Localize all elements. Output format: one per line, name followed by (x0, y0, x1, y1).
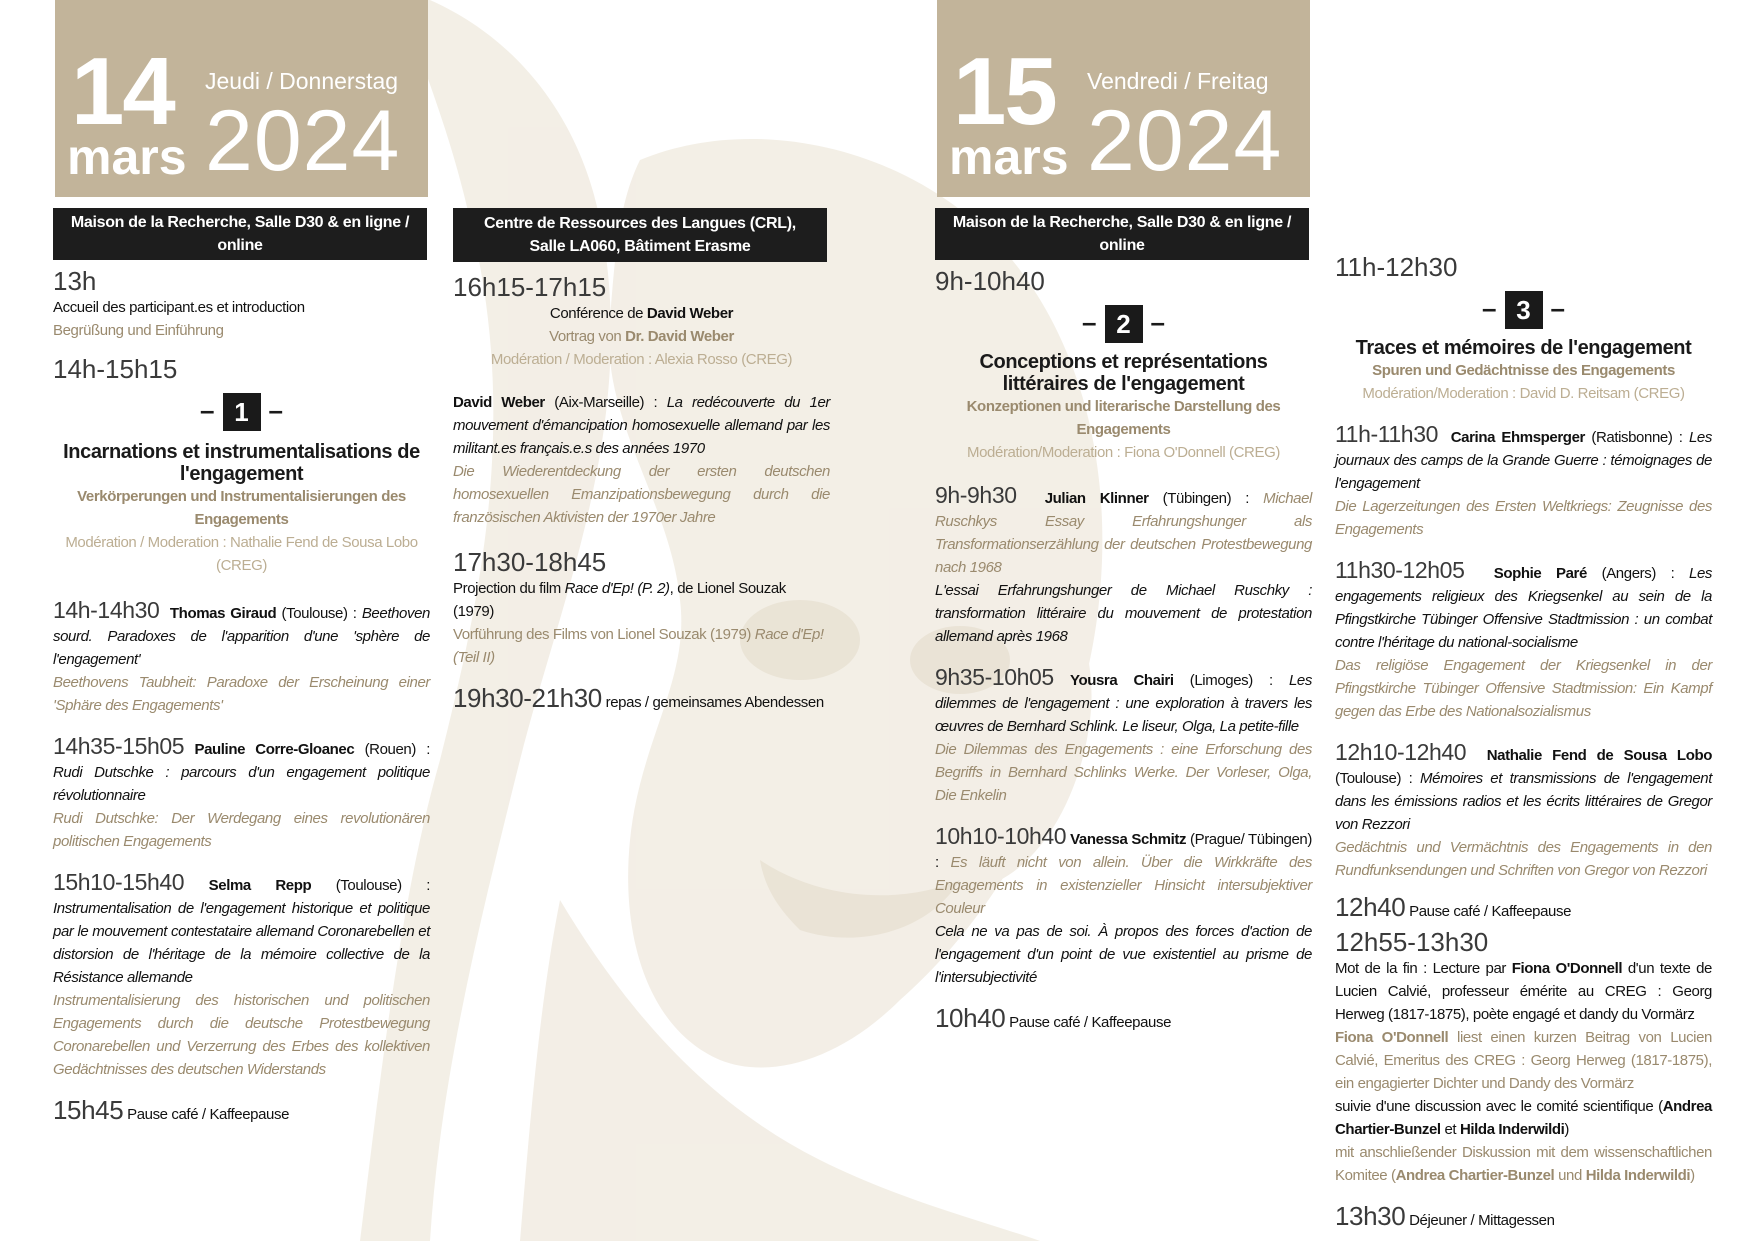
film-label: Vorführung des Films von Lionel Souzak (1979) (453, 626, 752, 643)
time-slot: 16h15-17h15 (453, 272, 607, 302)
speaker-place: (Prague/ Tübingen) : (935, 831, 1312, 872)
talk-title-fr: Mémoires et transmissions de l'engagement dans les émissions radios et les écrits littéraires de Gregor von Rezzori (1335, 770, 1712, 834)
closing-label: Mot de la fin : Lecture par (1335, 960, 1507, 978)
date-weekday: Jeudi / Donnerstag (205, 68, 399, 94)
closing-de (1335, 1026, 1712, 1095)
dinner-item (453, 683, 830, 714)
time-slot: 12h55-13h30 (1335, 927, 1489, 958)
talk-time: 12h10-12h40 (1335, 739, 1467, 766)
speaker-place: (Aix-Marseille) : (554, 394, 658, 411)
reader-name: Fiona O'Donnell (1335, 1029, 1449, 1047)
date-year: 2024 (1087, 93, 1283, 189)
speaker-name: Yousra Chairi (1069, 672, 1174, 690)
conference-de (453, 325, 830, 348)
conference-label: Vortrag von (549, 328, 622, 345)
talk-time: 11h30-12h05 (1335, 557, 1465, 584)
pause-label: Pause café / Kaffeepause (1409, 903, 1572, 921)
date-month: mars (67, 129, 187, 185)
talk-item (53, 731, 430, 853)
session-subtitle: Spuren und Gedächtnisse des Engagements (1372, 362, 1675, 380)
column-day2-session2 (935, 208, 1312, 1034)
talk-title-de: Es läuft nicht von allein. Über die Wirkkräfte des Engagements in existenzieller Hinsicht intersubjektiver Couleur (935, 854, 1312, 918)
session-number-box: 2 (1105, 305, 1143, 343)
talk-time: 9h35-10h05 (935, 664, 1054, 691)
speaker-place: (Toulouse) : (281, 605, 357, 623)
conference-moderation: Modération / Moderation : Alexia Rosso (CREG) (490, 351, 793, 368)
talk-title-de: Michael Ruschkys Essay Erfahrungshunger als Transformationserzählung der deutschen Protestbewegung nach 1968 (935, 490, 1312, 577)
talk-title-de: Rudi Dutschke: Der Werdegang eines revolutionären politischen Engagements (53, 810, 430, 851)
speaker-place: (Limoges) : (1189, 672, 1273, 690)
conference-fr (453, 302, 830, 325)
film-credit: , de Lionel Souzak (1979) (453, 580, 786, 620)
paren: ) (1564, 1121, 1570, 1139)
film-de (453, 623, 830, 669)
speaker-place: (Angers) : (1601, 565, 1675, 583)
location-banner: Maison de la Recherche, Salle D30 & en ligne / online (53, 208, 427, 260)
talk-time: 15h10-15h40 (53, 869, 185, 896)
speaker-name: Sophie Paré (1493, 565, 1587, 583)
pause-time: 12h40 (1335, 892, 1406, 923)
talk-title-fr: Les engagements religieux des Kriegsenkel au sein de la Pfingstkirche Tübinger Offensive Stadtmission : un combat contre l'héritage du national-socialisme (1335, 565, 1712, 652)
date-weekday: Vendredi / Freitag (1087, 68, 1269, 94)
pause-time: 15h45 (53, 1095, 124, 1126)
speaker-place: (Toulouse) : (1335, 770, 1413, 788)
session-moderation: Modération/Moderation : Fiona O'Donnell (CREG) (967, 444, 1280, 462)
date-box-day2 (937, 0, 1310, 197)
talk-item (935, 480, 1312, 648)
session-title: Conceptions et représentations littéraires de l'engagement (979, 351, 1268, 396)
conference-speaker: David Weber (646, 305, 734, 322)
session-moderation: Modération/Moderation : David D. Reitsam (CREG) (1362, 385, 1685, 403)
talk-title-de: Gedächtnis und Vermächtnis des Engagements in den Rundfunksendungen und Schriften von Gregor von Rezzori (1335, 839, 1712, 880)
column-day2-session3 (1335, 247, 1712, 1232)
closing-fr (1335, 957, 1712, 1026)
session-number: – 3 – (1335, 288, 1712, 329)
session-subtitle: Verkörperungen und Instrumentalisierungen des Engagements (77, 488, 406, 529)
time-slot: 11h-12h30 (1335, 252, 1458, 282)
location-banner: Maison de la Recherche, Salle D30 & en ligne / online (935, 208, 1309, 260)
session-number-box: 3 (1505, 291, 1543, 329)
talk-title-de: Instrumentalisierung des historischen und politischen Engagements durch die deutsche Protestbewegung Coronarebellen und Verzerrung des Erbes des kollektiven Gedächtnisses des deutschen Widerstands (53, 992, 430, 1079)
talk-item (1335, 419, 1712, 541)
speaker-name: Carina Ehmsperger (1450, 429, 1585, 447)
talk-time: 9h-9h30 (935, 482, 1017, 509)
pause-label: Pause café / Kaffeepause (1009, 1014, 1172, 1032)
talk-title-fr: L'essai Erfahrungshunger de Michael Ruschky : transformation littéraire du mouvement de protestation allemand après 1968 (935, 582, 1312, 646)
talk-item (935, 662, 1312, 807)
speaker-name: David Weber (453, 394, 545, 411)
conference-speaker: Dr. David Weber (625, 328, 734, 345)
pause-item (53, 1095, 430, 1126)
time-slot: 17h30-18h45 (453, 547, 607, 577)
committee-member: Andrea Chartier-Bunzel (1335, 1098, 1712, 1139)
closing-text: liest einen kurzen Beitrag von Lucien Calvié, Emeritus des CREG : Georg Herweg (1817-1875), ein engagierter Dichter und Dandy des Vormärz (1335, 1029, 1712, 1093)
talk-time: 11h-11h30 (1335, 421, 1438, 448)
paren: ) (1690, 1167, 1695, 1185)
talk-item (935, 821, 1312, 989)
reader-name: Fiona O'Donnell (1511, 960, 1623, 978)
talk-title-fr: Les journaux des camps de la Grande Guerre : témoignages de l'engagement (1335, 429, 1712, 493)
talk-item (53, 595, 430, 717)
committee-member: Hilda Inderwildi (1459, 1121, 1565, 1139)
pause-item (935, 1003, 1312, 1034)
talk-title-fr: La redécouverte du 1er mouvement d'émancipation homosexuelle allemand par les militant.es français.e.s des années 1970 (453, 394, 830, 457)
film-fr (453, 577, 830, 623)
talk-title-de: Beethovens Taubheit: Paradoxe der Erscheinung einer 'Sphäre des Engagements' (53, 674, 430, 715)
speaker-place: (Rouen) : (364, 741, 430, 759)
discussion-de (1335, 1141, 1712, 1187)
speaker-place: (Toulouse) : (335, 877, 430, 895)
film-label: Projection du film (453, 580, 561, 597)
discussion-text: mit anschließender Diskussion mit dem wissenschaftlichen Komitee ( (1335, 1144, 1712, 1185)
speaker-name: Nathalie Fend de Sousa Lobo (1486, 747, 1712, 765)
talk-title-fr: Cela ne va pas de soi. À propos des forces d'action de l'engagement d'un point de vue existentiel au prisme de l'intersubjectivité (935, 923, 1312, 987)
session-title: Traces et mémoires de l'engagement (1355, 337, 1692, 360)
speaker-place: (Ratisbonne) : (1591, 429, 1683, 447)
speaker-name: Thomas Giraud (169, 605, 277, 623)
discussion-text: suivie d'une discussion avec le comité scientifique ( (1335, 1098, 1663, 1116)
talk-time: 14h35-15h05 (53, 733, 185, 760)
column-day1-afternoon (453, 208, 830, 714)
pause-item (1335, 892, 1712, 923)
speaker-name: Selma Repp (208, 877, 312, 895)
conjunction: et (1444, 1121, 1457, 1139)
speaker-place: (Tübingen) : (1162, 490, 1250, 508)
location-banner: Centre de Ressources des Langues (CRL), Salle LA060, Bâtiment Erasme (453, 208, 827, 262)
talk-title-de: Die Dilemmas des Engagements : eine Erforschung des Begriffs in Bernhard Schlinks Werke. Der Vorleser, Olga, Die Enkelin (935, 741, 1312, 805)
talk-title-fr: Les dilemmes de l'engagement : une exploration à travers les œuvres de Bernhard Schlink. Le liseur, Olga, La petite-fille (935, 672, 1312, 736)
conference-abstract (453, 391, 830, 529)
talk-item (53, 867, 430, 1081)
time-slot: 13h (53, 266, 97, 296)
time-slot: 9h-10h40 (935, 266, 1045, 296)
time-slot: 14h-15h15 (53, 354, 178, 384)
lunch-label: Déjeuner / Mittagessen (1409, 1212, 1555, 1230)
date-day-number: 15 (953, 38, 1056, 145)
date-year: 2024 (205, 93, 401, 189)
dinner-time: 19h30-21h30 (453, 683, 602, 713)
pause-label: Pause café / Kaffeepause (127, 1106, 290, 1124)
session-number: – 1 – (53, 390, 430, 431)
talk-item (1335, 555, 1712, 723)
committee-member: Hilda Inderwildi (1585, 1167, 1691, 1185)
session-number-box: 1 (223, 393, 261, 431)
lunch-item (1335, 1201, 1712, 1232)
date-box-day1 (55, 0, 428, 197)
lunch-time: 13h30 (1335, 1201, 1406, 1232)
conjunction: und (1558, 1167, 1582, 1185)
discussion-fr (1335, 1095, 1712, 1141)
talk-time: 14h-14h30 (53, 597, 160, 624)
date-month: mars (949, 129, 1069, 185)
talk-time: 10h10-10h40 (935, 823, 1067, 850)
closing-text: d'un texte de Lucien Calvié, professeur émérite au CREG : Georg Herweg (1817-1875), poète engagé et dandy du Vormärz (1335, 960, 1712, 1024)
speaker-name: Pauline Corre-Gloanec (194, 741, 355, 759)
speaker-name: Julian Klinner (1044, 490, 1149, 508)
film-title: Race d'Ep! (Teil II) (453, 626, 824, 666)
film-title: Race d'Ep! (P. 2) (564, 580, 670, 597)
talk-title-fr: Instrumentalisation de l'engagement historique et politique par le mouvement contestataire allemand Coronarebellen et distorsion de l'héritage de la mémoire collective de la Résistance allemande (53, 900, 430, 987)
talk-title-de: Das religiöse Engagement der Kriegsenkel in der Pfingstkirche Tübinger Offensive Stadtmission: Ein Kampf gegen das Erbe des Nationalsozialismus (1335, 657, 1712, 721)
session-subtitle: Konzeptionen und literarische Darstellung des Engagements (966, 398, 1281, 439)
committee-member: Andrea Chartier-Bunzel (1395, 1167, 1555, 1185)
session-number: – 2 – (935, 302, 1312, 343)
welcome-fr: Accueil des participant.es et introduction (53, 299, 305, 316)
date-day-number: 14 (71, 38, 174, 145)
dinner-label: repas / gemeinsames Abendessen (605, 694, 824, 711)
session-moderation: Modération / Moderation : Nathalie Fend de Sousa Lobo (CREG) (65, 534, 418, 575)
column-day1-morning (53, 208, 430, 1126)
talk-title-fr: Rudi Dutschke : parcours d'un engagement politique révolutionnaire (53, 764, 430, 805)
speaker-name: Vanessa Schmitz (1070, 831, 1187, 849)
talk-title-de: Die Lagerzeitungen des Ersten Weltkriegs: Zeugnisse des Engagements (1335, 498, 1712, 539)
welcome-de: Begrüßung und Einführung (53, 322, 224, 339)
pause-time: 10h40 (935, 1003, 1006, 1034)
talk-title-de: Die Wiederentdeckung der ersten deutschen homosexuellen Emanzipationsbewegung durch die französischen Aktivisten der 1970er Jahre (453, 463, 830, 526)
talk-item (1335, 737, 1712, 882)
conference-label: Conférence de (549, 305, 644, 322)
talk-title-fr: Beethoven sourd. Paradoxes de l'apparition d'une 'sphère de l'engagement' (53, 605, 430, 669)
session-title: Incarnations et instrumentalisations de l'engagement (63, 441, 420, 486)
